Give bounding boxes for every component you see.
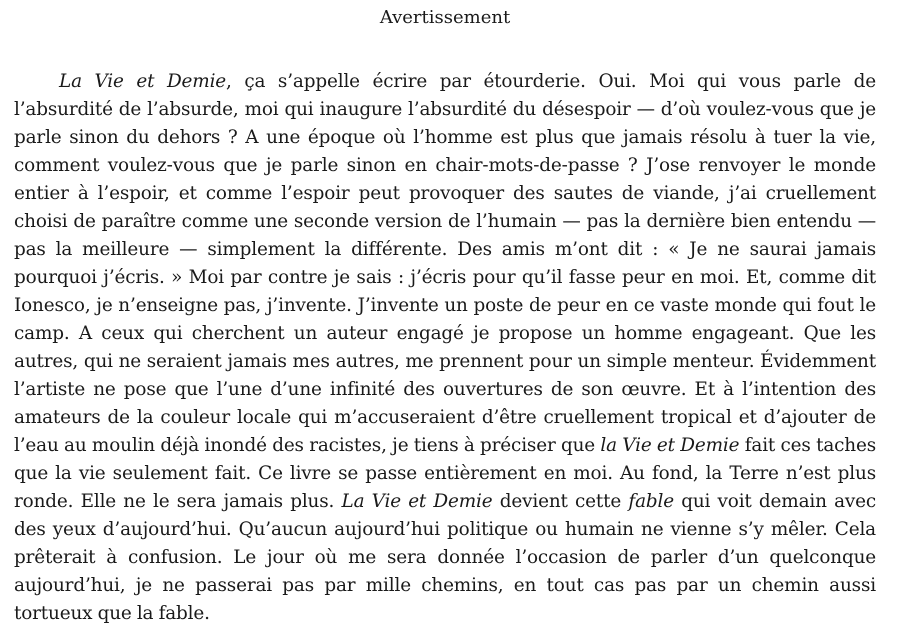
text-run: , ça s’appelle écrire par étourderie. Oui. Moi qui vous parle de l’absurdité de l’absurde, moi qui inaugure l’absurdité du désespoir — d’où voulez-vous que je parle sinon du dehors ? A une époque où l’homme est plus que jamais résolu à tuer la vie, comment voulez-vous que je parle sinon en chair-mots-de-passe ? J’ose renvoyer le monde entier à l’espoir, et comme l’espoir peut provoquer des sautes de viande, j’ai cruellement choisi de paraître comme une seconde version de l’humain — pas la dernière bien entendu — pas la meilleure — simplement la différente. Des amis m’ont dit : « Je ne saurai jamais pourquoi j’écris. » Moi par contre je sais : j’écris pour qu’il fasse peur en moi. Et, comme dit Ionesco, je n’enseigne pas, j’invente. J’invente un poste de peur en ce vaste monde qui fout le camp. A ceux qui cherchent un auteur engagé je propose un homme engageant. Que les autres, qui ne seraient jamais mes autres, me prennent pour un simple menteur. Évidemment l’artiste ne pose que l’une d’une infinité des ouvertures de son œuvre. Et à l’intention des amateurs de la couleur locale qui m’accuseraient d’être cruellement tropical et d’ajouter de l’eau au moulin déjà inondé des racistes, je tiens à préciser que — [14, 71, 876, 456]
text-run: fable — [628, 491, 674, 512]
page — [14, 0, 876, 628]
text-run: La Vie et Demie — [59, 71, 227, 92]
text-run: qui voit demain avec des yeux d’aujourd’hui. Qu’aucun aujourd’hui politique ou humain ne vienne s’y mêler. Cela prêterait à confusion. Le jour où me sera donnée l’occasion de parler d’un quelconque aujourd’hui, je ne passerai pas par mille chemins, en tout cas pas par un chemin aussi tortueux que la fable. — [14, 491, 877, 624]
text-run: devient cette — [492, 491, 629, 512]
body-paragraph — [14, 68, 876, 628]
text-run: La Vie et Demie — [341, 491, 493, 512]
text-run: la Vie et Demie — [600, 435, 740, 456]
page-title: Avertissement — [379, 7, 511, 28]
text-run: fait ces taches que la vie seulement fait. Ce livre se passe entièrement en moi. Au fond, la Terre n’est plus ronde. Elle ne le sera jamais plus. — [14, 435, 876, 512]
